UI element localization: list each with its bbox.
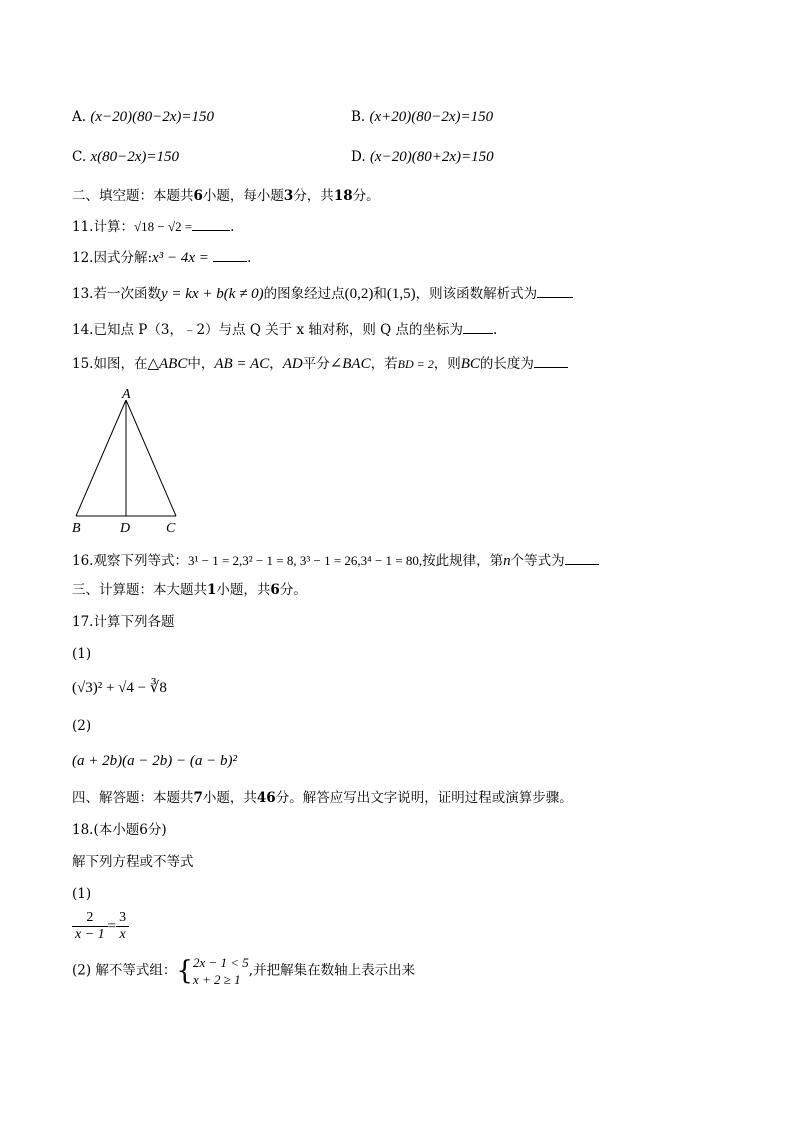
section3-heading	[72, 580, 307, 600]
q17-part1-label: (1)	[72, 646, 92, 662]
q17-part2-expr: (a + 2b)(a − 2b) − (a − b)²	[72, 753, 237, 769]
section4-heading	[72, 788, 573, 808]
section3-count: 1	[207, 582, 217, 598]
question-text: 若一次函数	[93, 286, 161, 302]
question-expr: x³ − 4x =	[152, 250, 209, 266]
q18-part1-label: (1)	[72, 886, 92, 902]
option-b-expr: (x+20)(80−2x)=150	[369, 109, 494, 125]
equation: AB = AC	[214, 356, 270, 372]
angle-bac: ∠BAC	[329, 356, 371, 372]
question-text: 计算：	[93, 219, 134, 235]
question-end: .	[247, 250, 252, 266]
point-1: (0,2)	[344, 286, 374, 302]
question-text: 因式分解:	[93, 250, 153, 266]
section3-heading-mid: 小题，共	[216, 582, 271, 598]
option-a-expr: (x−20)(80−2x)=150	[90, 109, 215, 125]
answer-blank[interactable]	[537, 283, 573, 298]
question-number: 16.	[72, 553, 94, 569]
point-2: (1,5)	[386, 286, 416, 302]
answer-blank[interactable]	[192, 216, 230, 231]
vertex-c-label: C	[166, 521, 176, 536]
question-number: 11.	[72, 219, 94, 235]
section2-total: 18	[333, 188, 353, 204]
question-12	[72, 247, 251, 268]
question-16	[72, 550, 599, 571]
question-end: .	[230, 219, 235, 235]
inequality-system	[193, 954, 249, 988]
option-d	[351, 147, 494, 167]
system-brace: {	[176, 955, 193, 986]
section4-count: 7	[193, 790, 203, 806]
question-subtitle: (本小题6分)	[93, 822, 167, 838]
question-end: .	[493, 322, 498, 338]
option-d-label: D.	[351, 149, 366, 165]
section4-heading-end: 分。解答应写出文字说明，证明过程或演算步骤。	[275, 790, 573, 806]
section3-total: 6	[270, 582, 280, 598]
question-17	[72, 612, 174, 632]
question-text: 如图，在	[93, 356, 148, 372]
side-ac	[126, 400, 176, 516]
triangle-figure	[68, 384, 188, 536]
fraction-right-denominator: x	[119, 927, 126, 942]
question-number: 14.	[72, 322, 94, 338]
section2-heading-prefix: 二、填空题：本题共	[72, 188, 194, 204]
section2-heading-mid1: 小题，每小题	[202, 188, 284, 204]
question-number: 13.	[72, 286, 94, 302]
question-text: 平分	[302, 356, 330, 372]
q17-part1-expr: (√3)² + √4 − ∛8	[72, 680, 167, 696]
question-number: 12.	[72, 250, 94, 266]
q17-part2-label: (2)	[72, 718, 92, 734]
q18-part2-text: ,并把解集在数轴上表示出来	[248, 962, 416, 979]
question-13	[72, 283, 573, 304]
answer-blank[interactable]	[565, 550, 599, 565]
q18-part2-label: (2) 解不等式组：	[72, 962, 177, 979]
question-expr: y = kx + b(k ≠ 0)	[160, 286, 264, 302]
question-11	[72, 216, 234, 237]
question-text: 按此规律，第	[422, 553, 504, 569]
section2-heading-mid2: 分，共	[293, 188, 334, 204]
section2-count: 6	[193, 188, 203, 204]
option-a-label: A.	[72, 109, 87, 125]
question-14	[72, 319, 497, 340]
q18-instruction: 解下列方程或不等式	[72, 854, 194, 870]
triangle-symbol: △ABC	[147, 356, 188, 372]
side-ab	[76, 400, 126, 516]
question-expr: √18 − √2 =	[133, 219, 193, 234]
section4-heading-mid: 小题，共	[202, 790, 257, 806]
question-text: ，	[269, 356, 283, 372]
question-text: 中，	[187, 356, 215, 372]
section4-heading-prefix: 四、解答题：本题共	[72, 790, 194, 806]
answer-blank[interactable]	[463, 319, 493, 334]
option-a	[72, 107, 214, 127]
section2-points: 3	[283, 188, 294, 204]
answer-blank[interactable]	[534, 353, 568, 368]
fraction-right-numerator: 3	[116, 910, 129, 927]
question-text: 的长度为	[479, 356, 534, 372]
question-text: 计算下列各题	[93, 614, 175, 630]
section2-heading-end: 分。	[352, 188, 380, 204]
option-c	[72, 147, 179, 167]
inequality-2: x + 2 ≥ 1	[192, 971, 241, 987]
fraction-left-denominator: x − 1	[75, 927, 105, 942]
option-d-expr: (x−20)(80+2x)=150	[369, 149, 494, 165]
question-text: ，若	[370, 356, 398, 372]
question-text: 个等式为	[510, 553, 565, 569]
section2-heading	[72, 186, 380, 206]
section3-heading-prefix: 三、计算题：本大题共	[72, 582, 207, 598]
fraction-left	[72, 910, 108, 943]
question-18	[72, 820, 167, 840]
q18-part1-equation: $\frac{2}{x - 1}$ = $\frac{3}{x}$	[72, 910, 129, 943]
option-c-expr: x(80−2x)=150	[90, 149, 179, 165]
question-text: 的图象经过点	[263, 286, 345, 302]
question-number: 17.	[72, 614, 94, 630]
fraction-left-numerator: 2	[72, 910, 108, 927]
option-c-label: C.	[72, 149, 87, 165]
option-b	[351, 107, 493, 127]
question-number: 18.	[72, 822, 94, 838]
q18-part2	[72, 952, 415, 989]
option-b-label: B.	[351, 109, 366, 125]
question-expr: 3¹ − 1 = 2,3² − 1 = 8, 3³ − 1 = 26,3⁴ − 1 = 80,	[187, 553, 423, 568]
question-text: 已知点 P（3，﹣2）与点 Q 关于 x 轴对称，则 Q 点的坐标为	[93, 322, 464, 338]
answer-blank[interactable]	[213, 247, 247, 262]
inequality-1: 2x − 1 < 5	[192, 954, 249, 970]
vertex-a-label: A	[122, 387, 131, 402]
segment-ad: AD	[282, 356, 303, 372]
question-text: 和	[373, 286, 387, 302]
fraction-right	[116, 910, 129, 943]
variable-n: n	[503, 553, 511, 569]
question-text: ，则	[433, 356, 461, 372]
question-number: 15.	[72, 356, 94, 372]
point-d-label: D	[120, 521, 131, 536]
section3-heading-end: 分。	[279, 582, 307, 598]
segment-bd: BD = 2	[397, 357, 434, 371]
question-text: ，则该函数解析式为	[415, 286, 538, 302]
question-15	[72, 353, 568, 374]
segment-bc: BC	[460, 356, 480, 372]
question-text: 观察下列等式：	[93, 553, 188, 569]
vertex-b-label: B	[72, 521, 81, 536]
section4-total: 46	[256, 790, 276, 806]
